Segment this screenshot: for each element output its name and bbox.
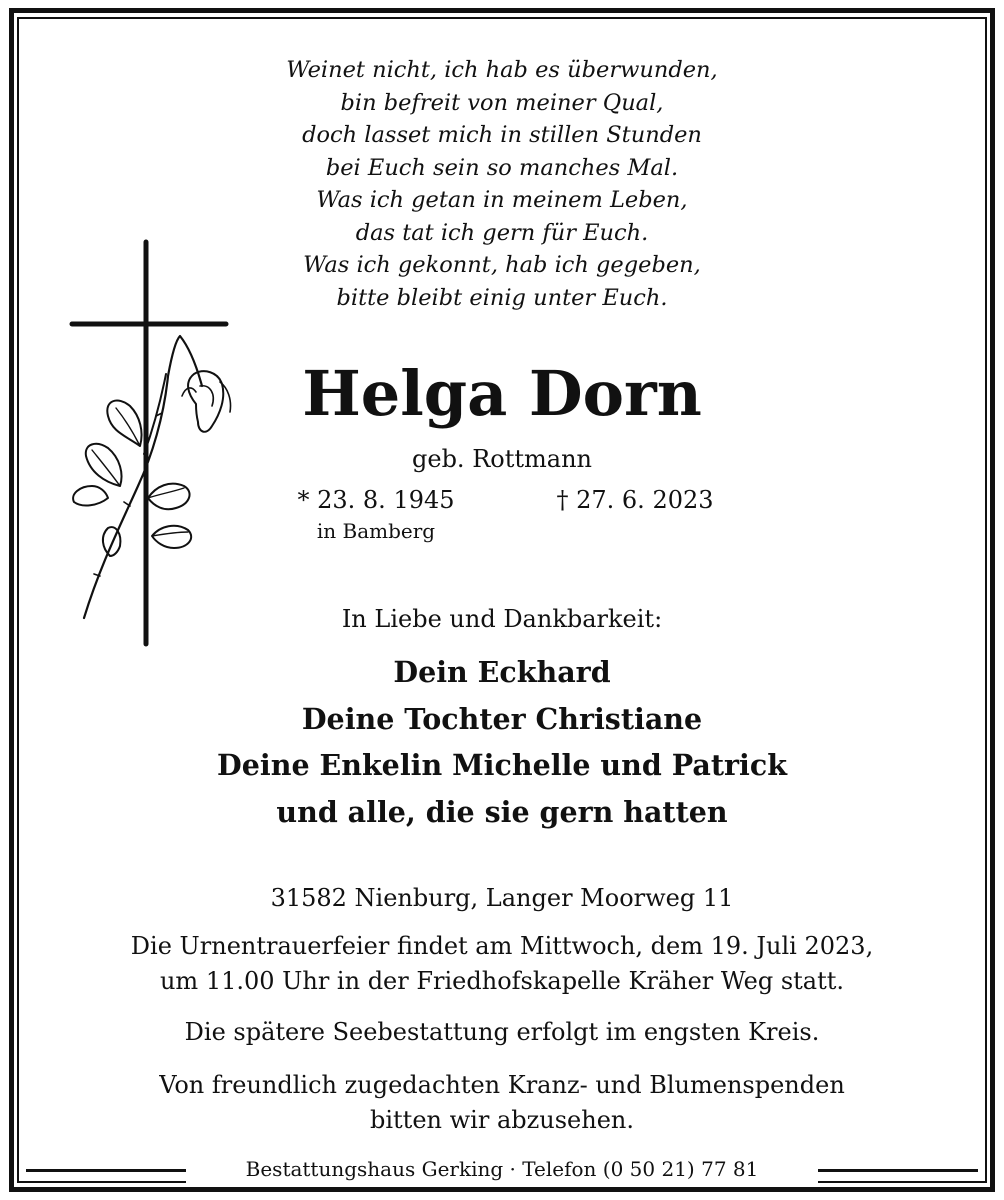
footer-rule-left [26,1169,186,1172]
mourners-list [0,649,1004,835]
mourner-line: Dein Eckhard [393,655,611,689]
mourner-line: Deine Tochter Christiane [301,701,703,736]
burial-notice: Die spätere Seebestattung erfolgt im engsten Kreis. [184,1018,820,1046]
poem-line: Was ich gekonnt, hab ich gegeben, [303,252,701,278]
deceased-name: Helga Dorn [302,357,702,430]
ceremony-notice [0,929,1004,999]
footer-rule-right [818,1169,978,1172]
ceremony-line: um 11.00 Uhr in der Friedhofskapelle Kräher Weg statt. [159,967,845,995]
poem-line: Weinet nicht, ich hab es überwunden, [286,57,718,83]
poem-line: Was ich getan in meinem Leben, [316,187,688,213]
flowers-line: bitten wir abzusehen. [370,1106,634,1134]
poem-line: bei Euch sein so manches Mal. [325,154,679,181]
birth-date: * 23. 8. 1945 [297,486,455,514]
funeral-home-footer: Bestattungshaus Gerking · Telefon (0 50 21) 77 81 [186,1153,818,1185]
death-date: † 27. 6. 2023 [556,486,714,514]
dedication: In Liebe und Dankbarkeit: [341,605,663,633]
poem-line: bitte bleibt einig unter Euch. [336,284,668,311]
flowers-line: Von freundlich zugedachten Kranz- und Blumenspenden [159,1071,845,1099]
address: 31582 Nienburg, Langer Moorweg 11 [270,884,734,912]
poem-line: bin befreit von meiner Qual, [340,89,664,116]
maiden-name: geb. Rottmann [412,445,592,473]
mourner-line: und alle, die sie gern hatten [276,794,728,829]
flowers-notice [0,1068,1004,1138]
poem [0,54,1004,314]
poem-line: doch lasset mich in stillen Stunden [302,122,702,148]
birthplace: in Bamberg [316,519,436,543]
ceremony-line: Die Urnentrauerfeier findet am Mittwoch, dem 19. Juli 2023, [130,932,874,960]
poem-line: das tat ich gern für Euch. [355,219,649,246]
mourner-line: Deine Enkelin Michelle und Patrick [217,748,787,782]
